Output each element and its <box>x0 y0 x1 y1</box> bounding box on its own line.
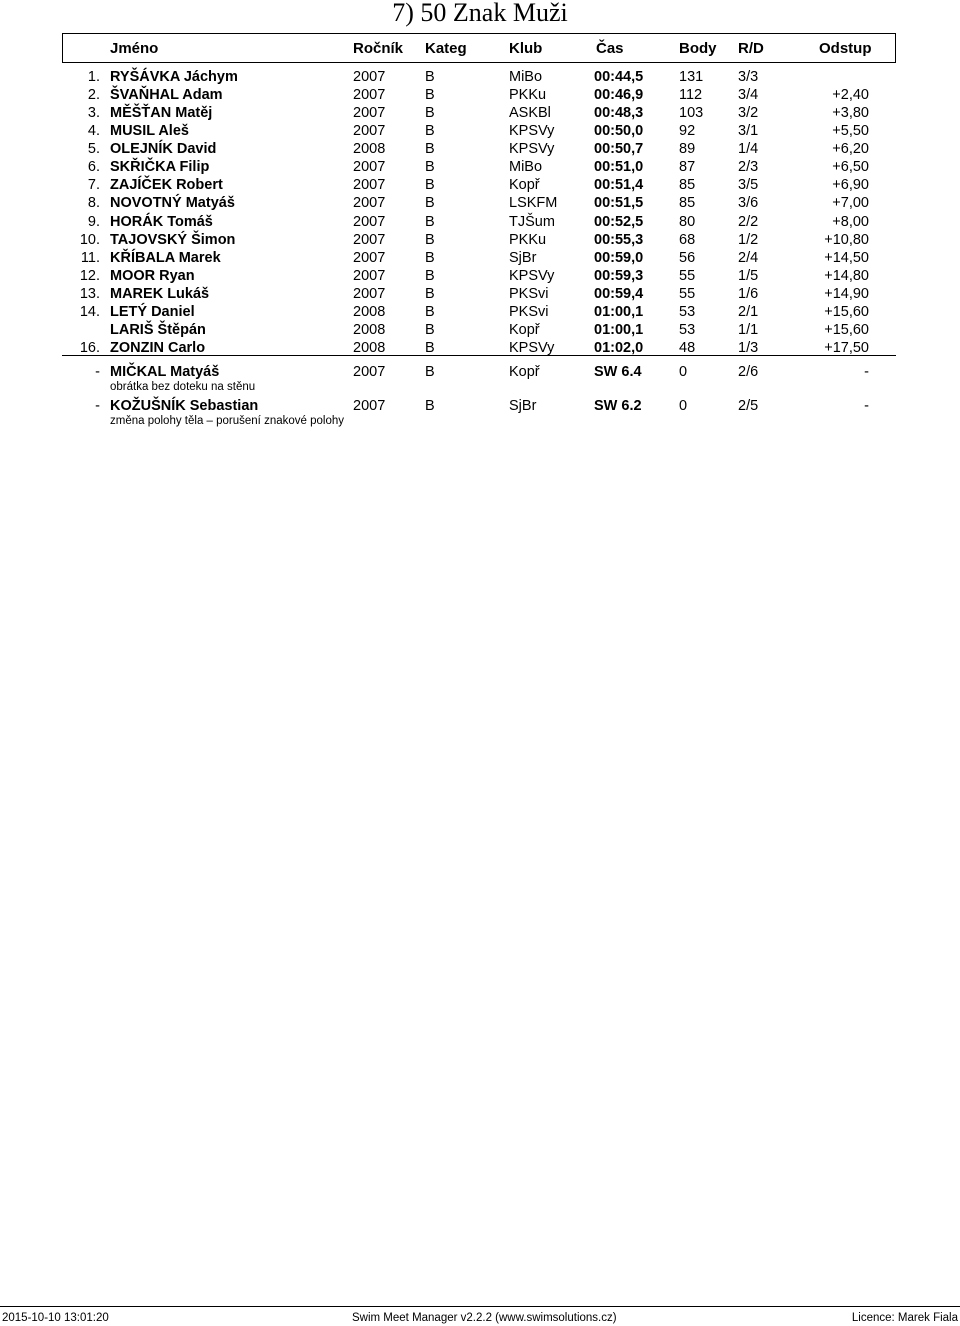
cell-rank: 16. <box>79 340 100 357</box>
cell-rd: 1/4 <box>738 141 759 158</box>
cell-time: 00:52,5 <box>594 213 644 230</box>
cell-year: 2007 <box>353 69 386 85</box>
cell-points: 53 <box>679 303 696 320</box>
cell-rd: 2/3 <box>738 159 759 176</box>
cell-club: MiBo <box>509 159 543 176</box>
cell-category: B <box>425 177 435 194</box>
cell-diff: +17,50 <box>824 340 869 357</box>
cell-time: 01:00,1 <box>594 303 644 320</box>
table-row <box>0 140 960 158</box>
cell-points: 48 <box>679 340 696 357</box>
cell-year: 2007 <box>353 285 386 302</box>
cell-diff: +14,50 <box>824 249 869 266</box>
footer-timestamp: 2015-10-10 13:01:20 <box>2 1312 109 1324</box>
cell-rank: 7. <box>87 177 100 194</box>
cell-rank: 3. <box>87 105 100 122</box>
cell-diff: +14,80 <box>824 267 869 284</box>
cell-year: 2007 <box>353 123 386 140</box>
cell-rank: 11. <box>80 249 100 266</box>
cell-name: ŠVAŇHAL Adam <box>110 87 223 104</box>
cell-points: 55 <box>679 267 696 284</box>
cell-diff: +15,60 <box>824 321 869 338</box>
cell-rd: 2/6 <box>738 364 759 380</box>
cell-time: 00:48,3 <box>594 105 644 122</box>
cell-rank: 8. <box>87 195 100 212</box>
cell-category: B <box>425 69 435 85</box>
cell-points: 68 <box>679 231 696 248</box>
column-header-name: Jméno <box>110 40 159 57</box>
table-row <box>0 194 960 212</box>
cell-diff: +14,90 <box>824 285 869 302</box>
cell-rd: 3/1 <box>738 123 759 140</box>
cell-club: Kopř <box>509 177 540 194</box>
cell-club: Kopř <box>509 364 540 380</box>
cell-name: RYŠÁVKA Jáchym <box>110 69 238 85</box>
cell-points: 53 <box>679 321 696 338</box>
cell-club: PKSvi <box>509 285 549 302</box>
cell-diff: +6,90 <box>832 177 869 194</box>
cell-points: 85 <box>679 177 696 194</box>
cell-rd: 3/6 <box>738 195 759 212</box>
cell-club: KPSVy <box>509 340 555 357</box>
table-row <box>0 249 960 267</box>
table-row <box>0 213 960 231</box>
cell-diff: +8,00 <box>832 213 869 230</box>
cell-category: B <box>425 267 435 284</box>
cell-year: 2007 <box>353 364 386 380</box>
cell-time: 01:02,0 <box>594 340 644 357</box>
cell-rd: 1/1 <box>738 321 759 338</box>
cell-club: LSKFM <box>509 195 558 212</box>
cell-rd: 2/4 <box>738 249 759 266</box>
footer-software: Swim Meet Manager v2.2.2 (www.swimsolutions.cz) <box>352 1312 617 1324</box>
table-row <box>0 122 960 140</box>
cell-category: B <box>425 285 435 302</box>
table-row <box>0 303 960 321</box>
column-header-time: Čas <box>596 40 624 57</box>
cell-points: 89 <box>679 141 696 158</box>
cell-points: 0 <box>679 364 688 380</box>
table-row <box>0 231 960 249</box>
cell-club: Kopř <box>509 321 540 338</box>
cell-rank: 2. <box>87 87 100 104</box>
cell-rank: - <box>95 398 100 414</box>
cell-diff: +5,50 <box>832 123 869 140</box>
disqualification-note: obrátka bez doteku na stěnu <box>110 381 256 393</box>
cell-diff: +6,20 <box>832 141 869 158</box>
cell-year: 2007 <box>353 267 386 284</box>
cell-year: 2008 <box>353 340 386 357</box>
table-row <box>0 86 960 104</box>
column-header-category: Kateg <box>425 40 467 57</box>
column-header-club: Klub <box>509 40 543 57</box>
results-separator <box>62 355 896 356</box>
cell-time: 00:59,4 <box>594 285 644 302</box>
table-row <box>0 267 960 285</box>
cell-name: MĚŠŤAN Matěj <box>110 105 213 122</box>
cell-club: KPSVy <box>509 267 555 284</box>
cell-club: PKKu <box>509 231 547 248</box>
cell-club: TJŠum <box>509 213 555 230</box>
table-row <box>0 104 960 122</box>
cell-category: B <box>425 159 435 176</box>
cell-name: TAJOVSKÝ Šimon <box>110 231 236 248</box>
table-header <box>62 33 896 63</box>
column-header-diff: Odstup <box>819 40 872 57</box>
column-header-rd: R/D <box>738 40 764 57</box>
cell-time: 00:50,0 <box>594 123 644 140</box>
cell-points: 103 <box>679 105 704 122</box>
cell-rank: 13. <box>79 285 100 302</box>
cell-rd: 1/3 <box>738 340 759 357</box>
cell-club: SjBr <box>509 398 537 414</box>
cell-rank: 6. <box>87 159 100 176</box>
cell-name: NOVOTNÝ Matyáš <box>110 195 235 212</box>
cell-name: KOŽUŠNÍK Sebastian <box>110 398 259 414</box>
cell-category: B <box>425 123 435 140</box>
cell-time: 00:50,7 <box>594 141 644 158</box>
cell-club: MiBo <box>509 69 543 85</box>
cell-time: SW 6.2 <box>594 398 642 414</box>
cell-rank: 14. <box>79 303 100 320</box>
cell-rank: - <box>95 364 100 380</box>
cell-points: 85 <box>679 195 696 212</box>
cell-year: 2008 <box>353 303 386 320</box>
cell-year: 2007 <box>353 249 386 266</box>
cell-rank: 9. <box>87 213 100 230</box>
cell-diff: - <box>864 364 869 380</box>
cell-rd: 2/1 <box>738 303 759 320</box>
cell-club: PKSvi <box>509 303 549 320</box>
cell-rd: 3/2 <box>738 105 759 122</box>
cell-name: MIČKAL Matyáš <box>110 364 220 380</box>
cell-category: B <box>425 87 435 104</box>
cell-category: B <box>425 340 435 357</box>
cell-diff: +10,80 <box>824 231 869 248</box>
cell-rd: 3/5 <box>738 177 759 194</box>
page-title: 7) 50 Znak Muži <box>392 0 568 27</box>
cell-club: SjBr <box>509 249 537 266</box>
cell-rd: 1/5 <box>738 267 759 284</box>
cell-name: ZONZIN Carlo <box>110 340 206 357</box>
cell-year: 2007 <box>353 398 386 414</box>
cell-points: 56 <box>679 249 696 266</box>
table-row <box>0 321 960 339</box>
cell-club: KPSVy <box>509 141 555 158</box>
cell-category: B <box>425 195 435 212</box>
cell-points: 131 <box>679 69 704 85</box>
cell-name: LARIŠ Štěpán <box>110 321 206 338</box>
cell-year: 2008 <box>353 321 386 338</box>
cell-diff: +3,80 <box>832 105 869 122</box>
cell-points: 0 <box>679 398 688 414</box>
cell-year: 2007 <box>353 195 386 212</box>
cell-rank: 4. <box>87 123 100 140</box>
cell-time: 00:51,0 <box>594 159 644 176</box>
cell-rd: 2/2 <box>738 213 759 230</box>
cell-year: 2007 <box>353 231 386 248</box>
cell-time: 00:51,4 <box>594 177 644 194</box>
cell-diff: +15,60 <box>824 303 869 320</box>
cell-year: 2007 <box>353 213 386 230</box>
disqualified-row <box>0 397 960 415</box>
cell-category: B <box>425 213 435 230</box>
cell-diff: - <box>864 398 869 414</box>
cell-time: 00:51,5 <box>594 195 644 212</box>
cell-rank: 1. <box>87 69 100 85</box>
cell-name: MAREK Lukáš <box>110 285 210 302</box>
cell-points: 112 <box>679 87 703 104</box>
column-header-points: Body <box>679 40 717 57</box>
cell-rd: 3/4 <box>738 87 759 104</box>
cell-category: B <box>425 303 435 320</box>
cell-category: B <box>425 364 435 380</box>
cell-club: KPSVy <box>509 123 555 140</box>
cell-diff: +7,00 <box>832 195 869 212</box>
cell-time: 00:59,3 <box>594 267 644 284</box>
footer-divider <box>0 1306 960 1307</box>
cell-points: 80 <box>679 213 696 230</box>
cell-year: 2007 <box>353 159 386 176</box>
cell-time: 00:44,5 <box>594 69 644 85</box>
table-row <box>0 68 960 86</box>
cell-time: 00:55,3 <box>594 231 644 248</box>
cell-name: LETÝ Daniel <box>110 303 195 320</box>
cell-club: ASKBl <box>509 105 551 122</box>
cell-points: 92 <box>679 123 696 140</box>
cell-category: B <box>425 321 435 338</box>
cell-category: B <box>425 249 435 266</box>
cell-diff: +6,50 <box>832 159 869 176</box>
cell-category: B <box>425 105 435 122</box>
disqualified-row <box>0 363 960 381</box>
cell-category: B <box>425 231 435 248</box>
table-row <box>0 158 960 176</box>
cell-rd: 1/2 <box>738 231 759 248</box>
column-header-year: Ročník <box>353 40 404 57</box>
table-row <box>0 176 960 194</box>
cell-time: 00:46,9 <box>594 87 644 104</box>
cell-rd: 1/6 <box>738 285 759 302</box>
cell-year: 2008 <box>353 141 386 158</box>
cell-time: 00:59,0 <box>594 249 644 266</box>
footer-licence: Licence: Marek Fiala <box>851 1312 958 1324</box>
cell-rank: 12. <box>79 267 100 284</box>
cell-rd: 3/3 <box>738 69 759 85</box>
cell-name: HORÁK Tomáš <box>110 213 213 230</box>
table-row <box>0 285 960 303</box>
cell-time: 01:00,1 <box>594 321 644 338</box>
cell-points: 87 <box>679 159 696 176</box>
cell-category: B <box>425 141 435 158</box>
cell-time: SW 6.4 <box>594 364 642 380</box>
cell-year: 2007 <box>353 177 386 194</box>
cell-name: MOOR Ryan <box>110 267 195 284</box>
cell-rank: 5. <box>87 141 100 158</box>
cell-club: PKKu <box>509 87 547 104</box>
cell-category: B <box>425 398 435 414</box>
cell-name: MUSIL Aleš <box>110 123 189 140</box>
cell-name: SKŘIČKA Filip <box>110 159 210 176</box>
cell-rd: 2/5 <box>738 398 759 414</box>
cell-year: 2007 <box>353 105 386 122</box>
cell-name: OLEJNÍK David <box>110 141 217 158</box>
cell-year: 2007 <box>353 87 386 104</box>
disqualification-note: změna polohy těla – porušení znakové polohy <box>110 415 344 427</box>
cell-diff: +2,40 <box>832 87 869 104</box>
cell-points: 55 <box>679 285 696 302</box>
cell-name: ZAJÍČEK Robert <box>110 177 223 194</box>
cell-rank: 10. <box>79 231 100 248</box>
cell-name: KŘÍBALA Marek <box>110 249 221 266</box>
